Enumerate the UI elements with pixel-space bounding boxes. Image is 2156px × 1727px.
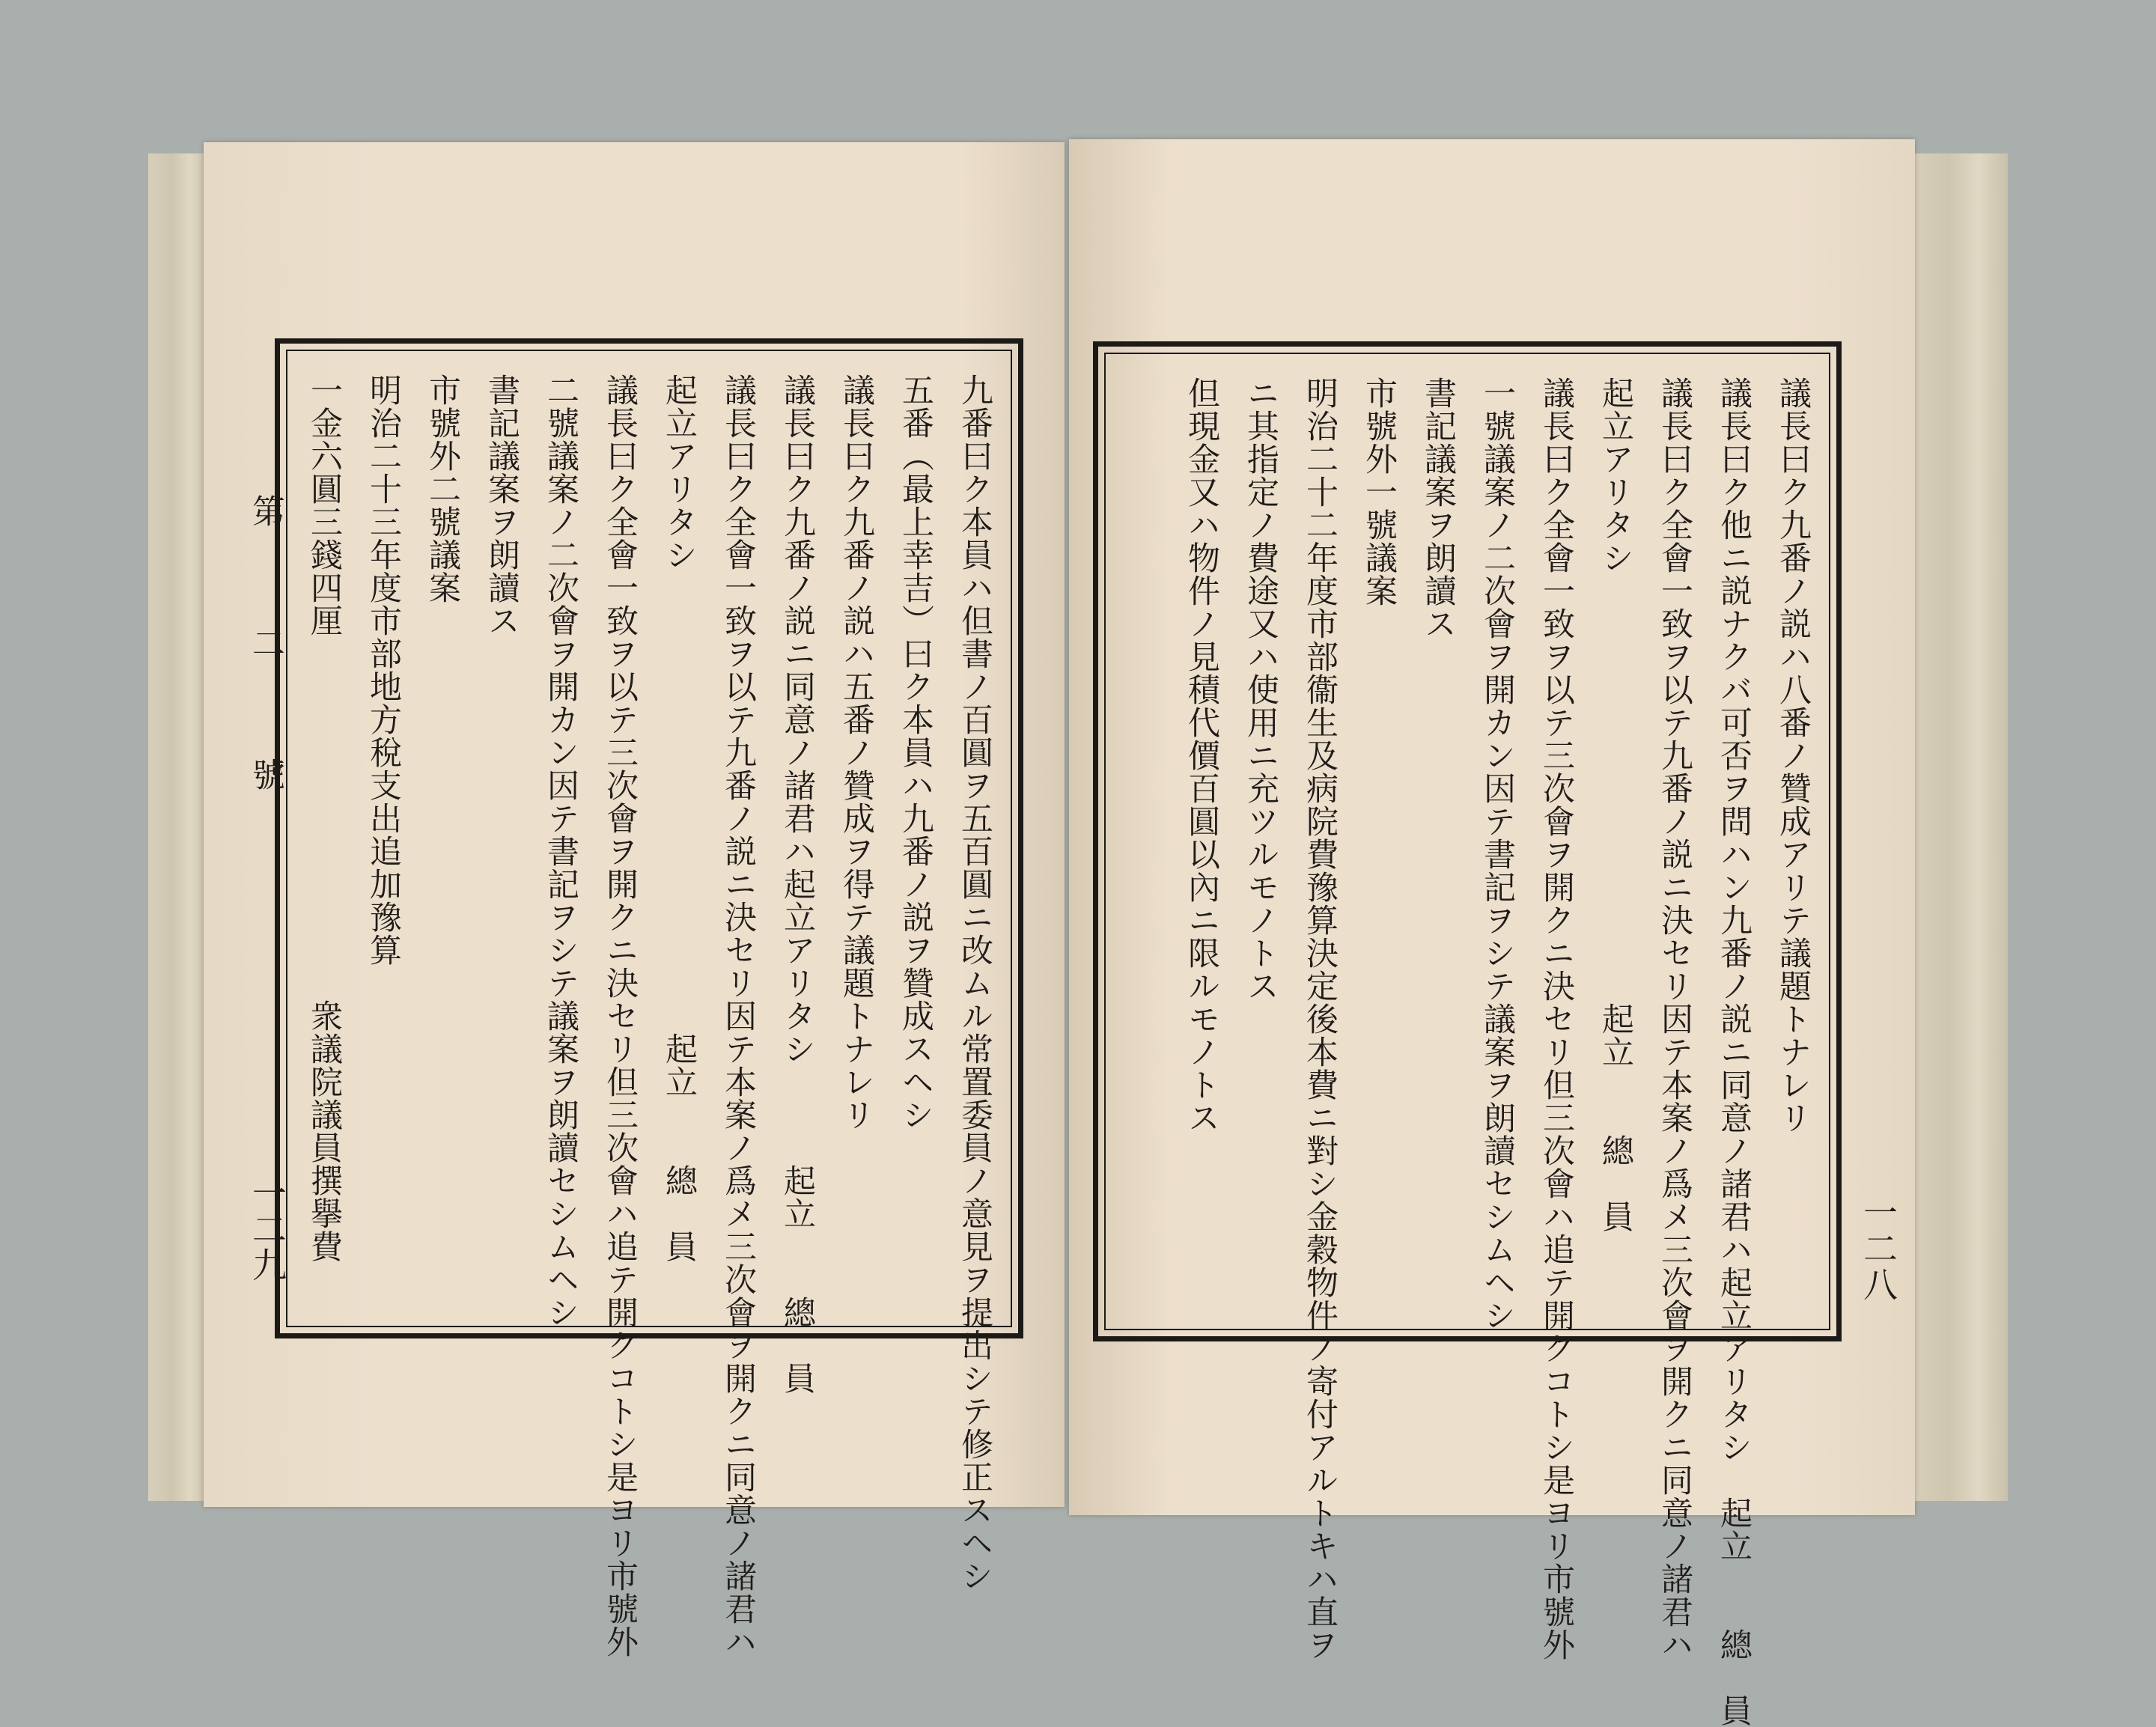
left-margin-title: 第 二 號 bbox=[246, 494, 284, 823]
right-line: 市號外一號議案 bbox=[1360, 377, 1398, 607]
left-line: 議長曰ク九番ノ説ニ同意ノ諸君ハ起立アリタシ 起立 總 員 bbox=[779, 374, 816, 1395]
right-page-number: 一二八 bbox=[1858, 1195, 1898, 1303]
right-text-frame bbox=[1093, 341, 1842, 1727]
left-line: 起立アリタシ 起立 總 員 bbox=[660, 374, 698, 1263]
left-text-columns bbox=[293, 374, 1005, 1658]
left-line: 一金六圓三錢四厘 衆議院議員撰擧費 bbox=[305, 374, 343, 1263]
right-line: 明治二十二年度市部衞生及病院費豫算決定後本費ニ對シ金穀物件ノ寄付アルトキハ直ヲ bbox=[1301, 377, 1339, 1661]
right-line: 議長曰ク全會一致ヲ以テ九番ノ説ニ決セリ因テ本案ノ爲メ三次會ヲ開クニ同意ノ諸君ハ bbox=[1656, 377, 1693, 1661]
right-page bbox=[1069, 139, 1915, 1727]
right-text-columns bbox=[1112, 377, 1823, 1727]
right-line: 議長曰ク他ニ説ナクバ可否ヲ問ハン九番ノ説ニ同意ノ諸君ハ起立アリタシ 起立 總 員 bbox=[1715, 377, 1752, 1727]
left-line: 市號外二號議案 bbox=[424, 374, 461, 604]
right-line: 起立アリタシ 起立 總 員 bbox=[1597, 377, 1634, 1233]
left-line: 議長曰ク全會一致ヲ以テ九番ノ説ニ決セリ因テ本案ノ爲メ三次會ヲ開クニ同意ノ諸君ハ bbox=[719, 374, 757, 1658]
left-page bbox=[204, 142, 1065, 1658]
left-line: 議長曰ク全會一致ヲ以テ三次會ヲ開クニ決セリ但三次會ハ追テ開クコトシ是ヨリ市號外 bbox=[601, 374, 639, 1658]
right-line: ニ其指定ノ費途又ハ使用ニ充ツルモノトス bbox=[1242, 377, 1279, 1002]
left-line: 議長曰ク九番ノ説ハ五番ノ贊成ヲ得テ議題トナレリ bbox=[838, 374, 875, 1131]
right-line: 書記議案ヲ朗讀ス bbox=[1419, 377, 1457, 640]
left-page-number: 一二九 bbox=[247, 1175, 287, 1283]
left-line: 二號議案ノ二次會ヲ開カン因テ書記ヲシテ議案ヲ朗讀セシムヘシ bbox=[542, 374, 579, 1329]
left-line: 五番（最上幸吉）曰ク本員ハ九番ノ説ヲ贊成スヘシ bbox=[897, 374, 934, 1131]
left-text-frame bbox=[275, 338, 1023, 1658]
right-line: 議長曰ク九番ノ説ハ八番ノ贊成アリテ議題トナレリ bbox=[1774, 377, 1812, 1134]
right-line: 議長曰ク全會一致ヲ以テ三次會ヲ開クニ決セリ但三次會ハ追テ開クコトシ是ヨリ市號外 bbox=[1538, 377, 1575, 1661]
left-page-edges bbox=[148, 153, 208, 1501]
left-line: 九番曰ク本員ハ但書ノ百圓ヲ五百圓ニ改ムル常置委員ノ意見ヲ提出シテ修正スヘシ bbox=[956, 374, 993, 1592]
left-line: 明治二十三年度市部地方稅支出追加豫算 bbox=[365, 374, 402, 966]
left-line: 書記議案ヲ朗讀ス bbox=[483, 374, 520, 637]
right-line: 但現金又ハ物件ノ見積代價百圓以內ニ限ルモノトス bbox=[1183, 377, 1220, 1134]
right-page-edges bbox=[1910, 153, 2008, 1501]
right-line: 一號議案ノ二次會ヲ開カン因テ書記ヲシテ議案ヲ朗讀セシムヘシ bbox=[1479, 377, 1516, 1332]
